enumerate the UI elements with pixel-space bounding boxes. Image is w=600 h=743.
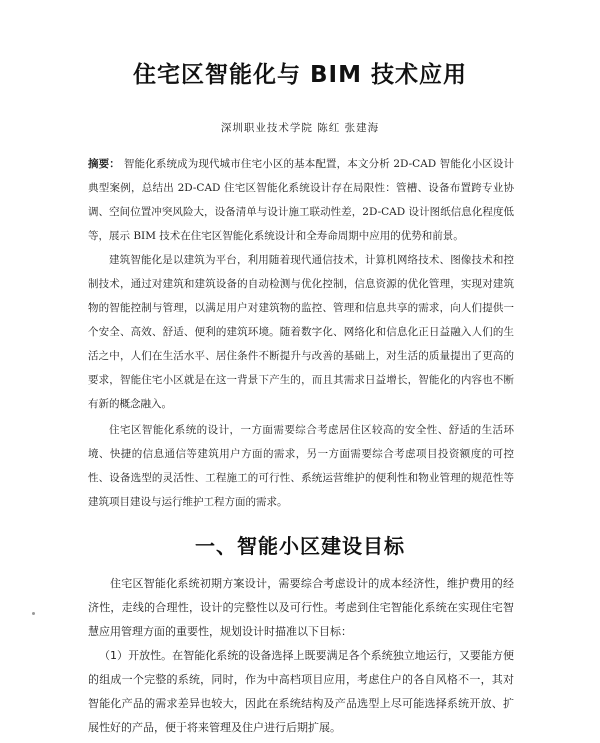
author-line: 深圳职业技术学院 陈红 张建海: [220, 122, 380, 134]
body-paragraph-2: 住宅区智能化系统的设计，一方面需要综合考虑居住区较高的安全性、舒适的生活环境、快捷的信息通信等建筑用户方面的需求，另一方面需要综合考虑项目投资额度的可控性、设备选型的灵活性、工程施工的可行性、系统运营维护的便利性和物业管理的规范性等建筑项目建设与运行维护工程方面的需求。: [88, 424, 514, 508]
abstract-text: 智能化系统成为现代城市住宅小区的基本配置，本文分析 2D-CAD 智能化小区设计典型案例，总结出 2D-CAD 住宅区智能化系统设计存在局限性：管槽、设备布置跨专业协调、空间位置冲突风险大，设备清单与设计施工联动性差，2D-CAD 设计图纸信息化程度低等，展示 BIM 技术在住宅区智能化系统设计和全寿命周期中应用的优势和前景。: [88, 158, 514, 242]
section-paragraph-1: 住宅区智能化系统初期方案设计，需要综合考虑设计的成本经济性，维护费用的经济性，走线的合理性，设计的完整性以及可行性。考虑到住宅智能化系统在实现住宅智慧应用管理方面的重要性，规划设计时描准以下目标：: [88, 577, 514, 638]
abstract-label: 摘要：: [88, 158, 120, 170]
paper-title: 住宅区智能化与 BIM 技术应用: [133, 62, 467, 88]
section-heading: 一、智能小区建设目标: [195, 534, 405, 558]
abstract: [88, 152, 514, 248]
body-paragraph-1: 建筑智能化是以建筑为平台，利用随着现代通信技术，计算机网络技术、图像技术和控制技术，通过对建筑和建筑设备的自动检测与优化控制，信息资源的优化管理，实现对建筑物的智能控制与管理，以满足用户对建筑物的监控、管理和信息共享的需求，向人们提供一个安全、高效、舒适、便利的建筑环境。随着数字化、网络化和信息化正日益融入人们的生活之中，人们在生活水平、居住条件不断提升与改善的基础上，对生活的质量提出了更高的要求，智能住宅小区就是在这一背景下产生的，而且其需求日益增长，智能化的内容也不断有新的概念融入。: [88, 254, 514, 410]
scan-speck: [32, 612, 35, 615]
section-paragraph-2: （1）开放性。在智能化系统的设备选择上既要满足各个系统独立地运行，又要能方便的组成一个完整的系统，同时，作为中高档项目应用，考虑住户的各自风格不一，其对智能化产品的需求差异也较大，因此在系统结构及产品选型上尽可能选择系统开放、扩展性好的产品，便于将来管理及住户进行后期扩展。: [88, 649, 514, 734]
